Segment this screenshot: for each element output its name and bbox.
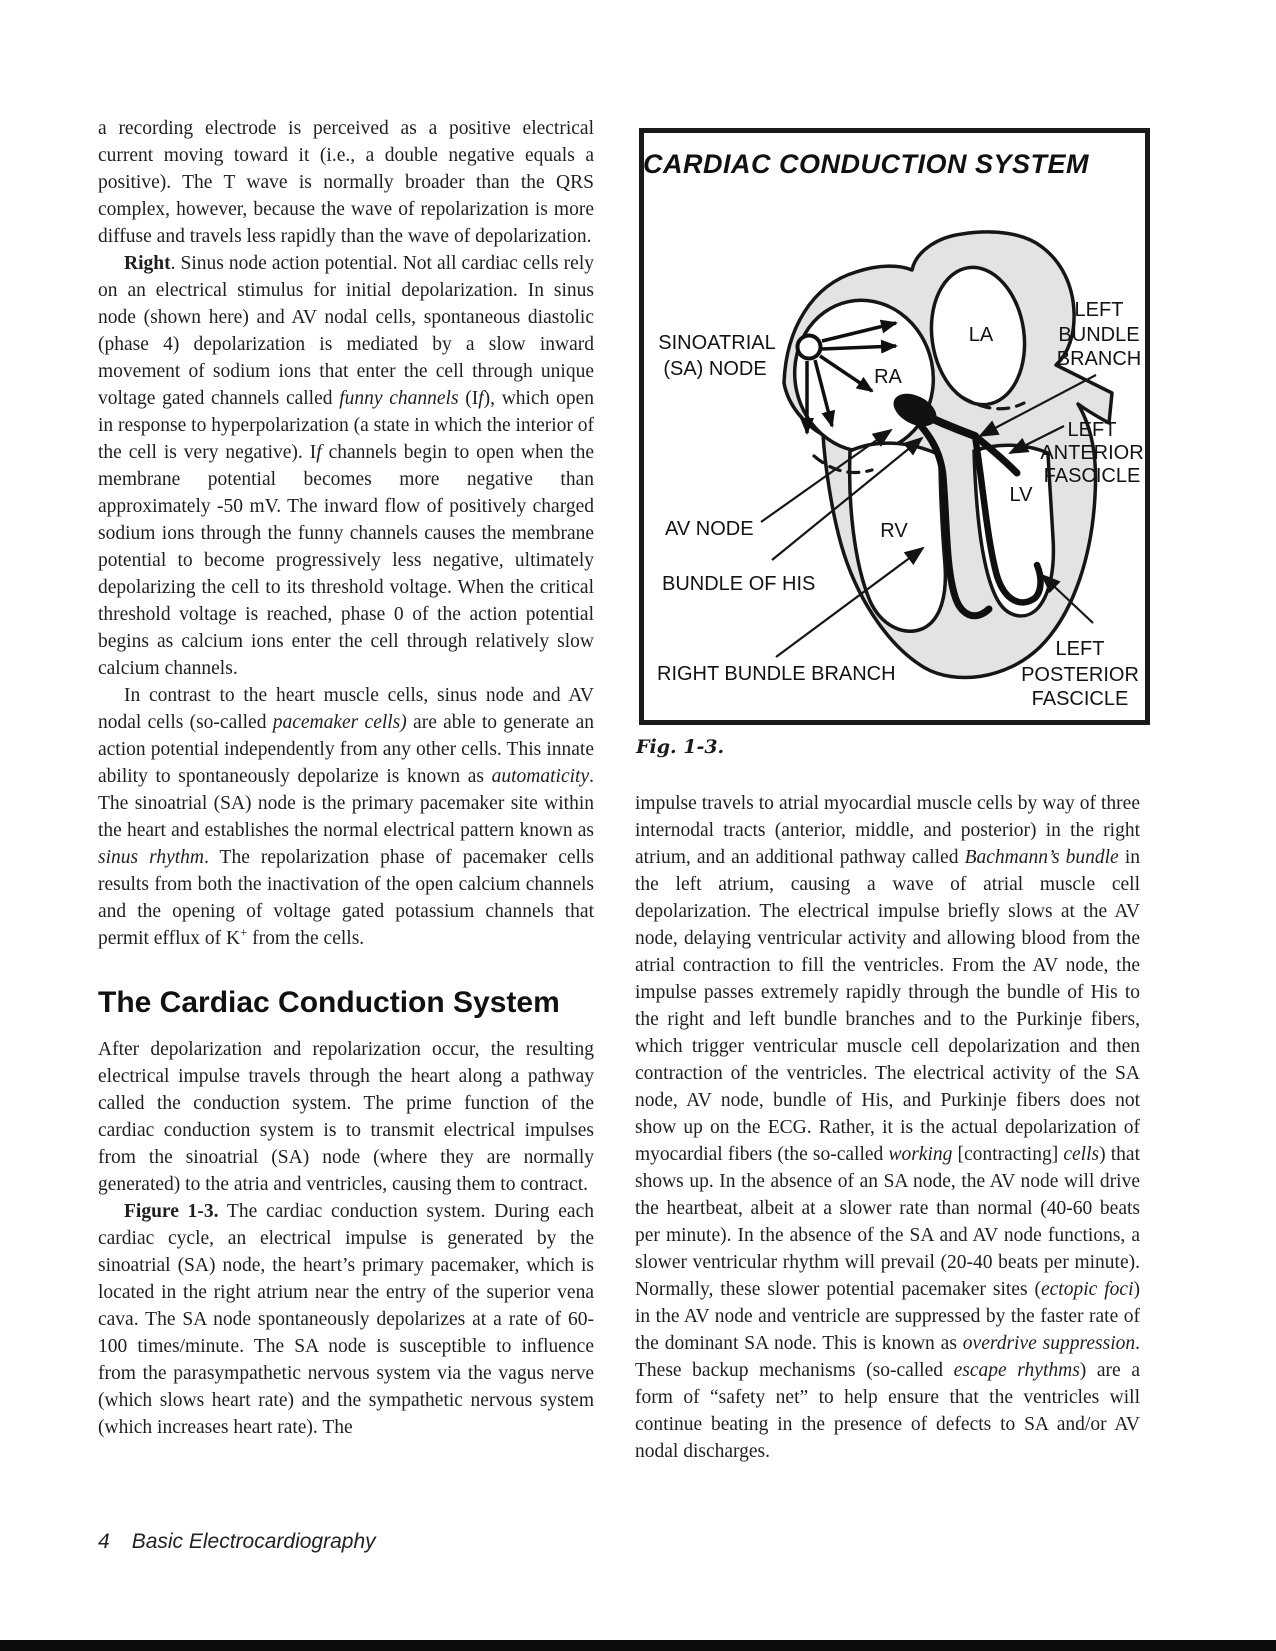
label-left-posterior-fascicle: LEFT (1055, 638, 1105, 660)
cardiac-conduction-diagram (644, 133, 1145, 720)
label-left-bundle-branch: BRANCH (1056, 348, 1142, 370)
label-left-atrium: LA (968, 324, 994, 346)
figure-title: CARDIAC CONDUCTION SYSTEM (644, 149, 1090, 179)
label-left-bundle-branch: LEFT (1074, 299, 1124, 321)
figure-caption: Fig. 1-3. (636, 736, 725, 758)
label-bundle-of-his: BUNDLE OF HIS (662, 573, 816, 595)
label-av-node: AV NODE (665, 518, 754, 540)
label-sinoatrial-node: (SA) NODE (663, 358, 767, 380)
paragraph: Right. Sinus node action potential. Not all cardiac cells rely on an electrical stimulus for initial depolarization. In sinus node (shown here) and AV nodal cells, spontaneous diastolic (phase 4) depolarization is mediated by a slow inward movement of sodium ions that enter the cell through unique voltage gated channels called funny channels (If), which open in response to hyperpolarization (a state in which the interior of the cell is very negative). If channels begin to open when the membrane potential becomes more negative than approximately -50 mV. The inward flow of positively charged sodium ions through the funny channels causes the membrane potential to become progressively less negative, ultimately depolarizing the cell to its threshold voltage. When the critical threshold voltage is reached, phase 0 of the action potential begins as calcium ions enter the cell through relatively slow calcium channels. (98, 253, 595, 679)
running-title: Basic Electrocardiography (131, 1530, 376, 1553)
paragraph: Figure 1-3. The cardiac conduction system. During each cardiac cycle, an electrical impulse is generated by the sinoatrial (SA) node, the heart’s primary pacemaker, which is located in the right atrium near the entry of the superior vena cava. The SA node spontaneously depolarizes at a rate of 60-100 times/minute. The SA node is susceptible to influence from the parasympathetic nervous system via the vagus nerve (which slows heart rate) and the sympathetic nervous system (which increases heart rate). The (98, 1201, 594, 1438)
paragraph: a recording electrode is perceived as a positive electrical current moving toward it (i.e., a double negative equals a positive). The T wave is normally broader than the QRS complex, however, because the wave of repolarization is more diffuse and travels less rapidly than the wave of depolarization. (98, 118, 594, 247)
label-left-anterior-fascicle: ANTERIOR (1040, 442, 1144, 464)
figure-1-3-box (639, 128, 1150, 725)
right-text-column (635, 790, 1140, 1465)
scan-edge-bar (0, 1640, 1276, 1651)
label-right-ventricle: RV (880, 520, 908, 542)
label-left-bundle-branch: BUNDLE (1058, 324, 1140, 346)
left-text-column (98, 115, 594, 1441)
page-footer (98, 1530, 376, 1554)
label-left-posterior-fascicle: POSTERIOR (1021, 664, 1139, 686)
label-right-atrium: RA (874, 366, 902, 388)
label-left-anterior-fascicle: FASCICLE (1043, 465, 1141, 487)
label-right-bundle-branch: RIGHT BUNDLE BRANCH (657, 663, 896, 685)
label-sinoatrial-node: SINOATRIAL (658, 332, 776, 354)
label-left-ventricle: LV (1009, 484, 1033, 506)
paragraph: impulse travels to atrial myocardial muscle cells by way of three internodal tracts (anterior, middle, and posterior) in the right atrium, and an additional pathway called Bachmann’s bundle in the left atrium, causing a wave of atrial muscle cell depolarization. The electrical impulse briefly slows at the AV node, delaying ventricular activity and allowing blood from the atrial contraction to fill the ventricles. From the AV node, the impulse passes extremely rapidly through the bundle of His to the right and left bundle branches and to the Purkinje fibers, which trigger ventricular muscle cell depolarization and then contraction of the ventricles. The electrical activity of the SA node, AV node, bundle of His, and Purkinje fibers does not show up on the ECG. Rather, it is the actual depolarization of myocardial fibers (the so-called working [contracting] cells) that shows up. In the absence of an SA node, the AV node will drive the heartbeat, albeit at a slower rate than normal (40-60 beats per minute). In the absence of the SA and AV node functions, a slower ventricular rhythm will prevail (20-40 beats per minute). Normally, these slower potential pacemaker sites (ectopic foci) in the AV node and ventricle are suppressed by the faster rate of the dominant SA node. This is known as overdrive suppression. These backup mechanisms (so-called escape rhythms) are a form of “safety net” to help ensure that the ventricles will continue beating in the presence of defects to SA and/or AV nodal discharges. (635, 793, 1140, 1462)
paragraph: After depolarization and repolarization occur, the resulting electrical impulse travels through the heart along a pathway called the conduction system. The prime function of the cardiac conduction system is to transmit electrical impulses from the sinoatrial (SA) node (where they are normally generated) to the atria and ventricles, causing them to contract. (98, 1039, 594, 1195)
section-heading: The Cardiac Conduction System (98, 986, 560, 1019)
page-number: 4 (98, 1530, 110, 1553)
label-left-posterior-fascicle: FASCICLE (1031, 688, 1129, 710)
sa-node-circle (798, 336, 821, 359)
label-left-anterior-fascicle: LEFT (1067, 419, 1117, 441)
paragraph: In contrast to the heart muscle cells, sinus node and AV nodal cells (so-called pacemaker cells) are able to generate an action potential independently from any other cells. This innate ability to spontaneously depolarize is known as automaticity. The sinoatrial (SA) node is the primary pacemaker site within the heart and establishes the normal electrical pattern known as sinus rhythm. The repolarization phase of pacemaker cells results from both the inactivation of the open calcium channels and the opening of voltage gated potassium channels that permit efflux of K+ from the cells. (98, 685, 594, 949)
